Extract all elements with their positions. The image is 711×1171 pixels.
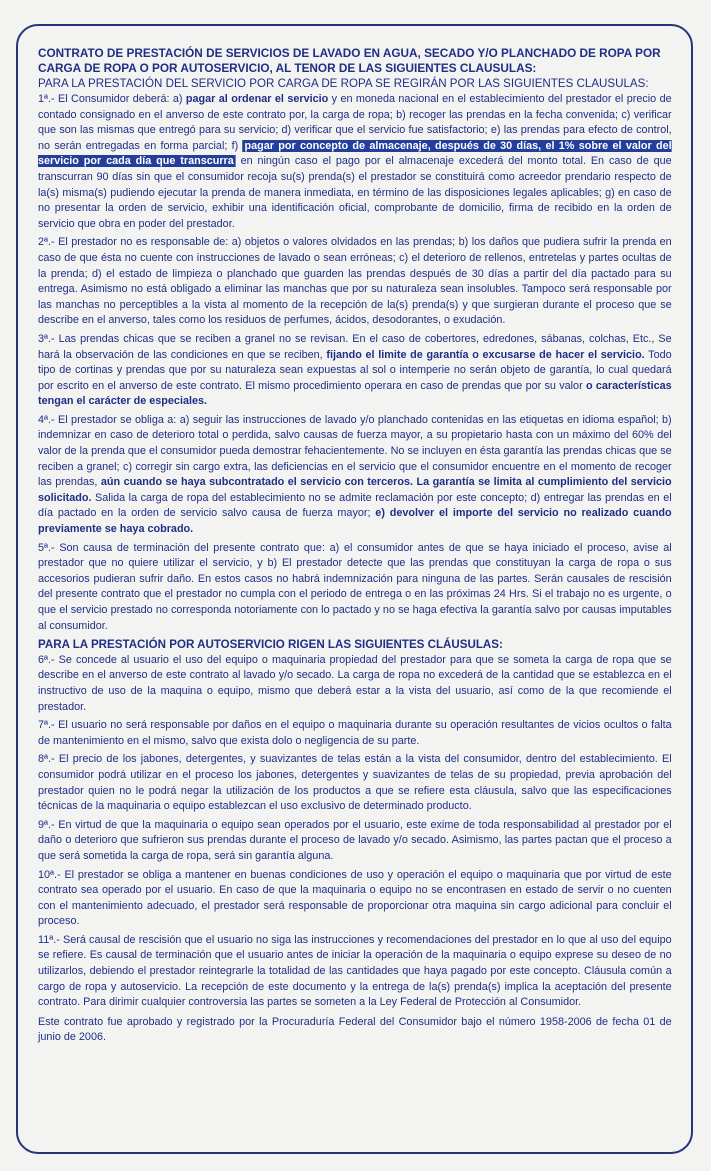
clause-6: 6ª.- Se concede al usuario el uso del equipo o maquinaria propiedad del prestador para que se someta la carga de ropa que se describe en el anverso de este contrato al lavado y/o secado. La carga de ropa no excederá de la cantidad que se establezca en el instructivo de uso de la maquina o equipo, mismo que deberá estar a la vista del usuario, así como de la que recomiende el prestador. [38,653,672,713]
clause-3: 3ª.- Las prendas chicas que se reciben a granel no se revisan. En el caso de cobertores, edredones, sábanas, colchas, Etc., Se hará la observación de las condiciones en que se reciben, fijando el limite de garantía o excusarse de hacer el servicio. Todo tipo de cortinas y prendas que por su naturaleza sean expuestas al sol o intemperie no serán objeto de garantía, lo cual quedará por escrito en el anverso de este contrato. El mismo procedimiento operara en caso de prendas que por su valor o características tengan el carácter de especiales. [38,332,672,408]
clause-10: 10ª.- El prestador se obliga a mantener en buenas condiciones de uso y operación el equipo o maquinaria que por virtud de este contrato sea operado por el usuario. En caso de que la maquinaria o equipo no se encontrasen en estado de servir o no cuenten con el mantenimiento adecuado, el prestador será responsable de proporcionar otra maquina sin cargo adicional para concluir el proceso. [38,868,672,928]
clause-4: 4ª.- El prestador se obliga a: a) seguir las instrucciones de lavado y/o planchado contenidas en las etiquetas en idioma español; b) indemnizar en caso de deterioro total o perdida, salvo causas de fuerza mayor, a su propietario hasta con un máximo del 60% del valor de la prenda que el consumidor pueda demostrar fehacientemente. No se incluyen en ésta garantía las prendas chicas que se reciben a granel; c) corregir sin cargo extra, las deficiencias en el servicio que el consumidor encuentre en el momento de recoger las prendas, aún cuando se haya subcontratado el servicio con terceros. La garantía se limita al cumplimiento del servicio solicitado. Salida la carga de ropa del establecimiento no se admite reclamación por este concepto; d) entregar las prendas en el día pactado en la orden de servicio salvo causa de fuerza mayor; e) devolver el importe del servicio no realizado cuando previamente se haya cobrado. [38,413,672,536]
section-autoservicio-heading: PARA LA PRESTACIÓN POR AUTOSERVICIO RIGEN LAS SIGUIENTES CLÁUSULAS: [38,637,503,652]
clause-1: 1ª.- El Consumidor deberá: a) pagar al ordenar el servicio y en moneda nacional en el establecimiento del prestador el precio de contado consignado en el anverso de este contrato por, la carga de ropa; b) recoger las prendas en la fecha convenida; c) verificar que son las mismas que entregó para su servicio; d) verificar que el servicio fue satisfactorio; e) las prendas para efecto de control, no serán entregadas en forma parcial; f) pagar por concepto de almacenaje, después de 30 días, el 1% sobre el valor del servicio por cada día que transcurra en ningún caso el pago por el almacenaje excederá del monto total. En caso de que transcurran 90 días sin que el consumidor recoja su(s) prenda(s) el prestador se constituirá como acreedor prendario respecto de la(s) misma(s) pudiendo ejecutar la prenda de manera inmediata, en término de las disposiciones legales aplicables; g) en caso de no presentar la orden de servicio, exhibir una identificación oficial, comprobante de domicilio, firma de recibido en la orden de servicio que obra en poder del prestador. [38,93,672,230]
contract-text [38,46,672,1049]
clause-8: 8ª.- El precio de los jabones, detergentes, y suavizantes de telas están a la vista del consumidor, dentro del establecimiento. El consumidor podrá utilizar en el proceso los jabones, detergentes y suavizantes de telas de su propiedad, previa aprobación del prestador quien no le podrá negar la utilización de los productos a que se refiere esta cláusula, salvo que las especificaciones técnicas de la maquinaria o equipo establezcan el uso exclusivo de determinado producto. [38,753,672,813]
registration-footer: Este contrato fue aprobado y registrado por la Procuraduría Federal del Consumidor bajo el número 1958-2006 de fecha 01 de junio de 2006. [38,1015,672,1044]
section-carga-heading: PARA LA PRESTACIÓN DEL SERVICIO POR CARGA DE ROPA SE REGIRÁN POR LAS SIGUIENTES CLAUSULAS: [38,76,649,90]
contract-title: CONTRATO DE PRESTACIÓN DE SERVICIOS DE LAVADO EN AGUA, SECADO Y/O PLANCHADO DE ROPA POR CARGA DE ROPA O POR AUTOSERVICIO, AL TENOR DE LAS SIGUIENTES CLAUSULAS: [38,46,661,75]
clause-2: 2ª.- El prestador no es responsable de: a) objetos o valores olvidados en las prendas; b) los daños que pudiera sufrir la prenda en caso de que ésta no cuente con instrucciones de lavado o sean erróneas; c) el deterioro de rellenos, entretelas y partes ocultas de la prenda; d) el estado de limpieza o planchado que guarden las prendas después de 30 días a partir del día pactado para su entrega. Asimismo no está obligado a eliminar las manchas que por su naturaleza sean insolubles. Tampoco será responsable por las manchas no perceptibles a la vista al momento de la recepción de la(s) prenda(s) y que surgieran durante el proceso que se describe en el anverso, tales como los residuos de perfumes, ácidos, desodorantes, o exudación. [38,236,672,327]
clause-7: 7ª.- El usuario no será responsable por daños en el equipo o maquinaria durante su operación resultantes de vicios ocultos o falta de mantenimiento en el mismo, salvo que exista dolo o negligencia de su parte. [38,719,672,747]
highlighted-storage-fee: pagar por concepto de almacenaje, después de 30 días, el 1% sobre el valor del servicio por cada día que transcurra [38,139,672,168]
clause-11: 11ª.- Será causal de rescisión que el usuario no siga las instrucciones y recomendaciones del prestador en lo que al uso del equipo se refiere. Es causal de terminación que el usuario antes de iniciar la operación de la maquinaria o equipo exprese su deseo de no utilizarlos, debiendo el prestador reintegrarle la totalidad de las cantidades que haya pagado por este concepto. Cláusula común a cargo de ropa y autoservicio. La recepción de este documento y la entrega de la(s) prenda(s) implica la aceptación del presente contrato. Para dirimir cualquier controversia las partes se someten a la Ley Federal de Protección al Consumidor. [38,933,672,1009]
clause-5: 5ª.- Son causa de terminación del presente contrato que: a) el consumidor antes de que se haya iniciado el proceso, avise al prestador que no quiere utilizar el servicio, y b) El prestador detecte que las prendas que constituyan la carga de ropa o sus accesorios pudieran sufrir daño. En estos casos no habrá indemnización para ninguna de las partes. Serán causales de rescisión del presente contrato que el prestador no cumpla con el periodo de entrega o en las próximas 24 Hrs. Si el trabajo no es urgente, o que el servicio prestado no corresponda notoriamente con lo pactado y no se haga efectiva la garantía salvo por causas imputables al consumidor. [38,541,672,632]
clause-9: 9ª.- En virtud de que la maquinaria o equipo sean operados por el usuario, este exime de toda responsabilidad al prestador por el daño o deterioro que sufrieron sus prendas durante el proceso de lavado y/o secado. Asimismo, las partes pactan que el proceso a que será sometida la carga de ropa, será sin garantía alguna. [38,818,672,862]
